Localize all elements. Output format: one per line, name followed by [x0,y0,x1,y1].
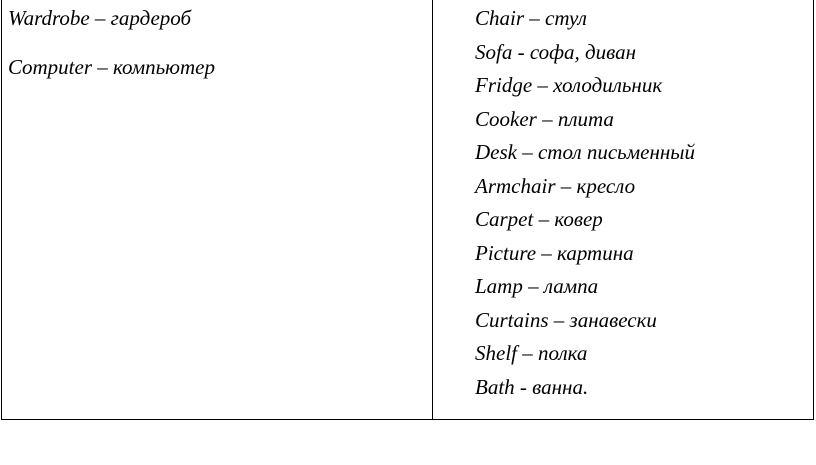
vocab-entry: Computer – компьютер [8,55,215,79]
vocab-entry: Bath - ванна. [475,374,589,399]
vocab-entry: Curtains – занавески [475,307,657,332]
vocab-entry: Desk – стол письменный [475,140,696,164]
vocab-entry: Shelf – полка [475,341,588,365]
vocab-entry: Wardrobe – гардероб [8,6,192,30]
vocab-entry: Chair – стул [475,6,587,30]
vocab-entry: Picture – картина [475,240,634,265]
column-divider [432,0,433,419]
vocab-entry: Carpet – ковер [475,207,603,231]
vocabulary-table [1,0,814,420]
vocab-entry: Cooker – плита [475,106,614,131]
right-column [475,0,810,419]
vocab-entry: Fridge – холодильник [475,73,663,97]
vocab-entry: Lamp – лампа [475,274,599,298]
left-column [8,0,428,419]
vocab-entry: Sofa - софа, диван [475,39,637,64]
vocab-entry: Armchair – кресло [475,173,636,198]
